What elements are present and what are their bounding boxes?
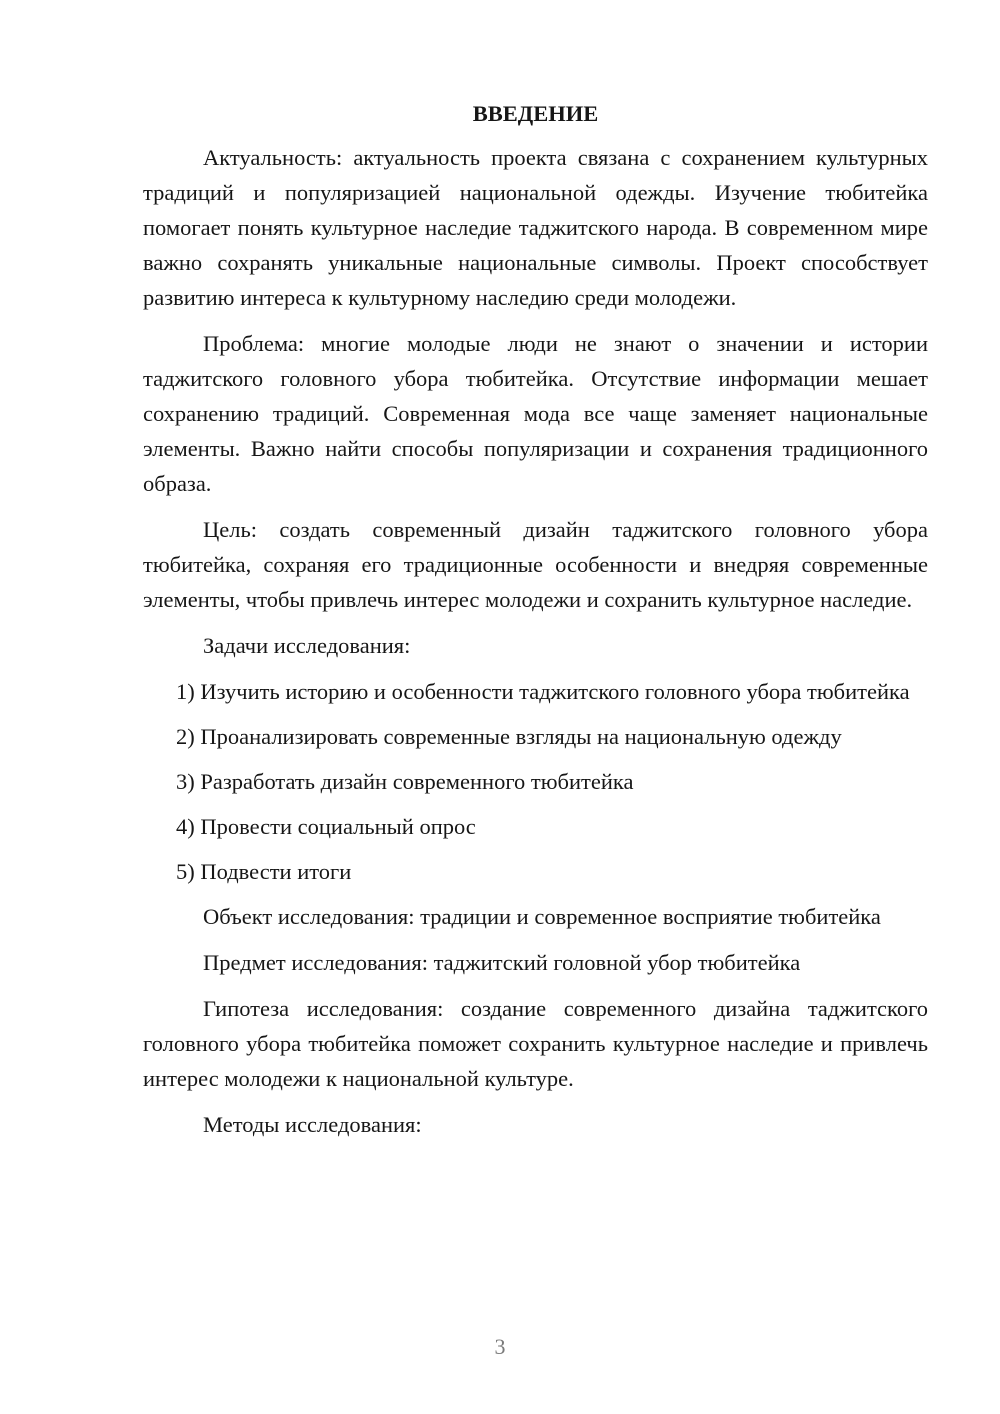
task-item-1: 1) Изучить историю и особенности таджитского головного убора тюбитейка xyxy=(176,679,910,704)
paragraph-hypothesis: Гипотеза исследования: создание современного дизайна таджитского головного убора тюбитейка поможет сохранить культурное наследие и привлечь интерес молодежи к национальной культуре. xyxy=(143,996,928,1091)
task-item-4: 4) Провести социальный опрос xyxy=(176,814,476,839)
document-page xyxy=(143,96,928,1153)
page-number: 3 xyxy=(494,1334,506,1359)
paragraph-problem: Проблема: многие молодые люди не знают о значении и истории таджитского головного убора тюбитейка. Отсутствие информации мешает сохранению традиций. Современная мода все чаще заменяет национальные элементы. Важно найти способы популяризации и сохранения традиционного образа. xyxy=(143,331,928,496)
paragraph-subject: Предмет исследования: таджитский головной убор тюбитейка xyxy=(203,950,801,975)
section-heading: ВВЕДЕНИЕ xyxy=(472,101,599,126)
paragraph-relevance: Актуальность: актуальность проекта связана с сохранением культурных традиций и популяризацией национальной одежды. Изучение тюбитейка помогает понять культурное наследие таджитского народа. В современном мире важно сохранять уникальные национальные символы. Проект способствует развитию интереса к культурному наследию среди молодежи. xyxy=(143,145,928,310)
paragraph-methods: Методы исследования: xyxy=(203,1112,422,1137)
task-item-3: 3) Разработать дизайн современного тюбитейка xyxy=(176,769,634,794)
paragraph-goal: Цель: создать современный дизайн таджитского головного убора тюбитейка, сохраняя его традиционные особенности и внедряя современные элементы, чтобы привлечь интерес молодежи и сохранить культурное наследие. xyxy=(143,517,928,612)
task-item-2: 2) Проанализировать современные взгляды на национальную одежду xyxy=(176,724,842,749)
paragraph-object: Объект исследования: традиции и современное восприятие тюбитейка xyxy=(203,904,881,929)
paragraph-tasks-title: Задачи исследования: xyxy=(203,633,411,658)
task-item-5: 5) Подвести итоги xyxy=(176,859,352,884)
